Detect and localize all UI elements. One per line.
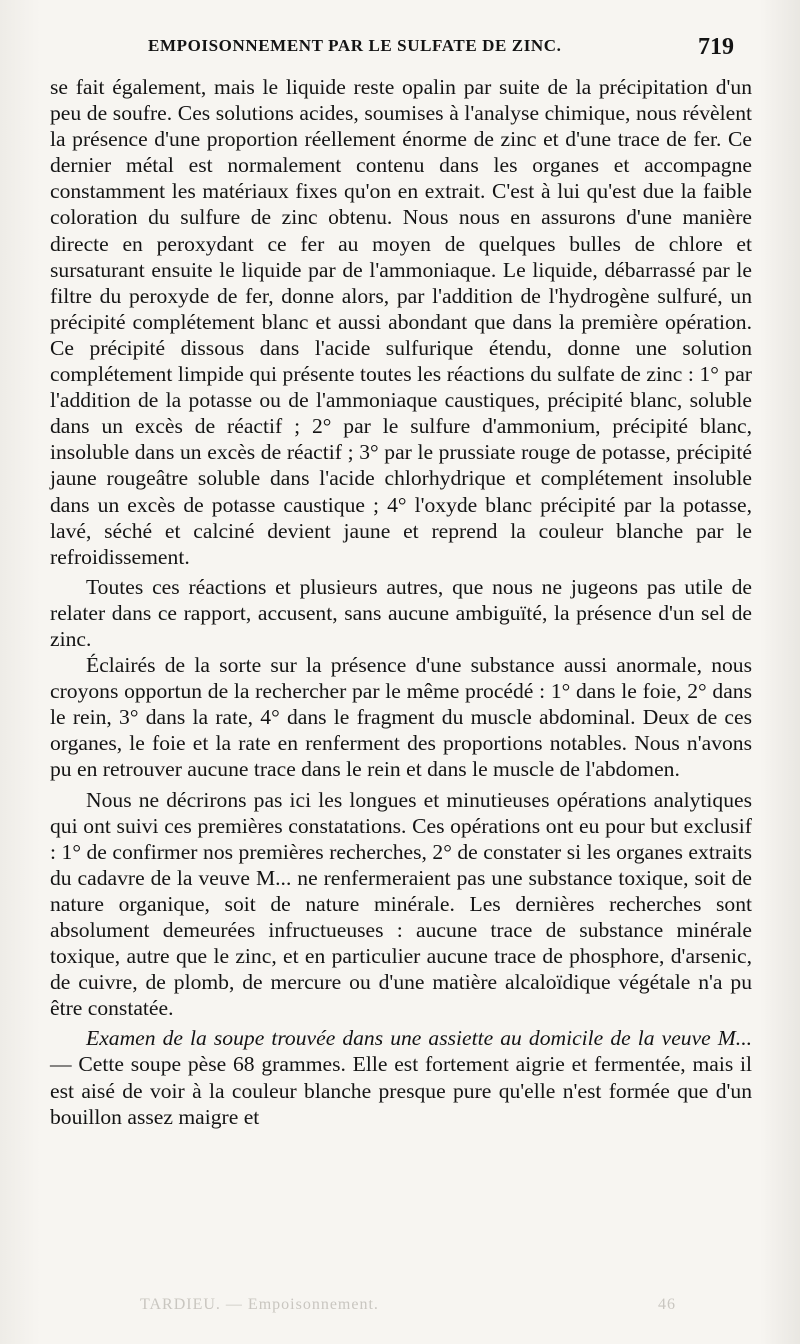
body-text [50, 74, 752, 1130]
page-header [148, 34, 748, 64]
paragraph-soup-exam [50, 1025, 752, 1129]
paragraph-analyses: Nous ne décrirons pas ici les longues et minutieuses opérations analytiques qui ont suivi ces premières constatations. Ces opérations ont eu pour but exclusif : 1° de confirmer nos premières recherches, 2° de constater si les organes extraits du cadavre de la veuve M... ne renfermeraient pas une substance toxique, soit de nature organique, soit de nature minérale. Les dernières recherches sont absolument demeurées infructueuses : aucune trace de substance minérale toxique, autre que le zinc, et en particulier aucune trace de phosphore, d'arsenic, de cuivre, de plomb, de mercure ou d'une matière alcaloïdique végétale n'a pu être constatée. [50, 787, 752, 1021]
paragraph-reactions: Toutes ces réactions et plusieurs autres, que nous ne jugeons pas utile de relater dans ce rapport, accusent, sans aucune ambiguïté, la présence d'un sel de zinc. [50, 574, 752, 651]
bleed-through-footer [140, 1296, 740, 1316]
page-number: 719 [698, 34, 734, 60]
paragraph-organs: Éclairés de la sorte sur la présence d'une substance aussi anormale, nous croyons opportun de la rechercher par le même procédé : 1° dans le foie, 2° dans le rein, 3° dans la rate, 4° dans le fragment du muscle abdominal. Deux de ces organes, le foie et la rate en renferment des proportions notables. Nous n'avons pu en retrouver aucune trace dans le rein et dans le muscle de l'abdomen. [50, 653, 752, 782]
section-heading-italic: Examen de la soupe trouvée dans une assiette au domicile de la veuve M... [86, 1026, 752, 1051]
section-text: — Cette soupe pèse 68 grammes. Elle est fortement aigrie et fermentée, mais il est aisé de voir à la couleur blanche presque pure qu'elle n'est formée que d'un bouillon assez maigre et [50, 1052, 752, 1129]
paragraph-continuation: se fait également, mais le liquide reste opalin par suite de la précipitation d'un peu de soufre. Ces solutions acides, soumises à l'analyse chimique, nous révèlent la présence d'une proportion réellement énorme de zinc et d'une trace de fer. Ce dernier métal est normalement contenu dans les organes et accompagne constamment les matériaux fixes qu'on en extrait. C'est à lui qu'est due la faible coloration du sulfure de zinc obtenu. Nous nous en assurons d'une manière directe en peroxydant ce fer au moyen de quelques bulles de chlore et sursaturant ensuite le liquide par de l'ammoniaque. Le liquide, débarrassé par le filtre du peroxyde de fer, donne alors, par l'addition de l'hydrogène sulfuré, un précipité complétement blanc et aussi abondant que dans la première opération. Ce précipité dissous dans l'acide sulfurique étendu, donne une solution complétement limpide qui présente toutes les réactions du sulfate de zinc : 1° par l'addition de la potasse ou de l'ammoniaque caustiques, précipité blanc, soluble dans un excès de réactif ; 2° par le sulfure d'ammonium, précipité blanc, insoluble dans un excès de réactif ; 3° par le prussiate rouge de potasse, précipité jaune rougeâtre soluble dans l'acide chlorhydrique et complétement insoluble dans un excès de potasse caustique ; 4° l'oxyde blanc précipité par la potasse, lavé, séché et calciné devient jaune et reprend la couleur blanche par le refroidissement. [50, 75, 752, 569]
bleed-through-number: 46 [658, 1296, 676, 1313]
bleed-through-text: TARDIEU. — Empoisonnement. [140, 1296, 379, 1313]
running-head: EMPOISONNEMENT PAR LE SULFATE DE ZINC. [148, 36, 562, 55]
